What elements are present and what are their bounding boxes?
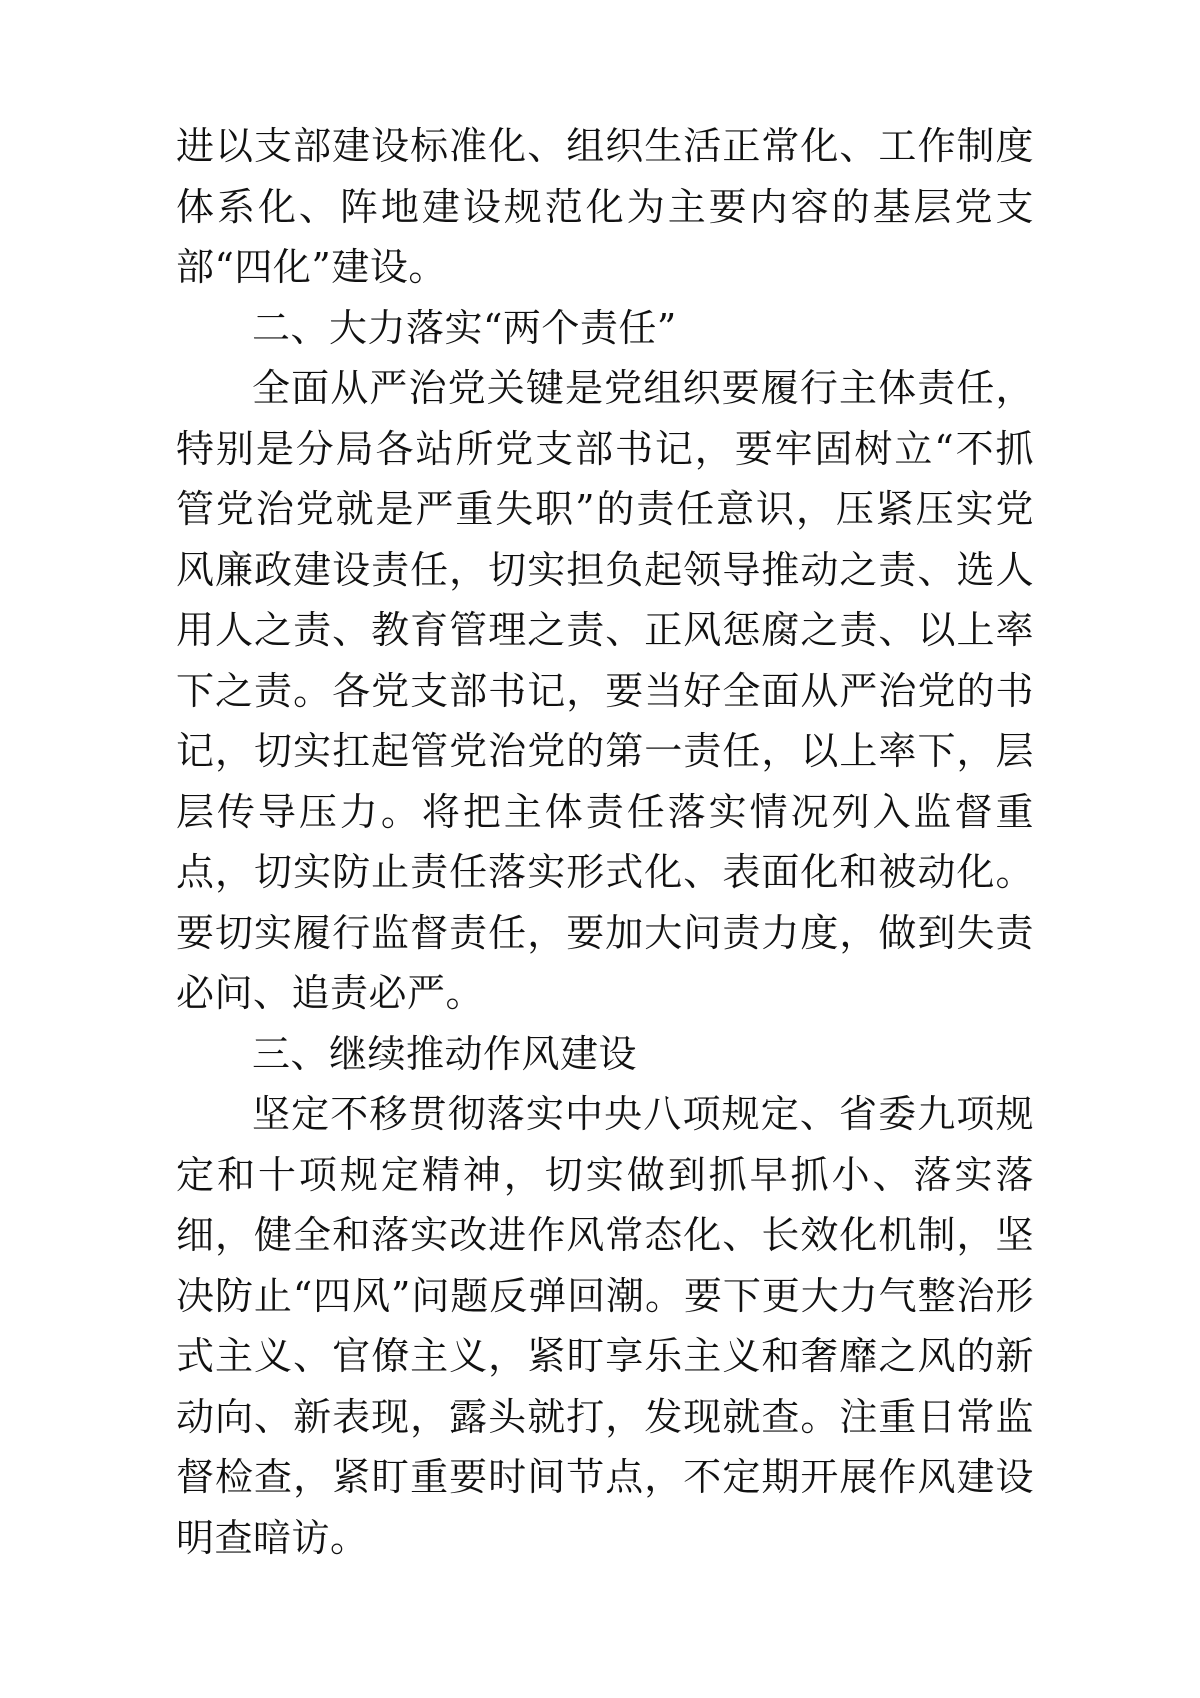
- section-heading-work-style: 三、继续推动作风建设: [252, 1031, 638, 1076]
- document-body: [176, 116, 1034, 1568]
- section-heading-two-responsibilities: 二、大力落实“两个责任”: [252, 305, 677, 350]
- paragraph-continuation: 进以支部建设标准化、组织生活正常化、工作制度体系化、阵地建设规范化为主要内容的基层党支部“四化”建设。: [176, 124, 1034, 289]
- paragraph-responsibilities: 全面从严治党关键是党组织要履行主体责任，特别是分局各站所党支部书记，要牢固树立“不抓管党治党就是严重失职”的责任意识，压紧压实党风廉政建设责任，切实担负起领导推动之责、选人用人之责、教育管理之责、正风惩腐之责、以上率下之责。各党支部书记，要当好全面从严治党的书记，切实扛起管党治党的第一责任，以上率下，层层传导压力。将把主体责任落实情况列入监督重点，切实防止责任落实形式化、表面化和被动化。要切实履行监督责任，要加大问责力度，做到失责必问、追责必严。: [176, 366, 1034, 1015]
- paragraph-work-style: 坚定不移贯彻落实中央八项规定、省委九项规定和十项规定精神，切实做到抓早抓小、落实落细，健全和落实改进作风常态化、长效化机制，坚决防止“四风”问题反弹回潮。要下更大力气整治形式主义、官僚主义，紧盯享乐主义和奢靡之风的新动向、新表现，露头就打，发现就查。注重日常监督检查，紧盯重要时间节点，不定期开展作风建设明查暗访。: [176, 1092, 1034, 1560]
